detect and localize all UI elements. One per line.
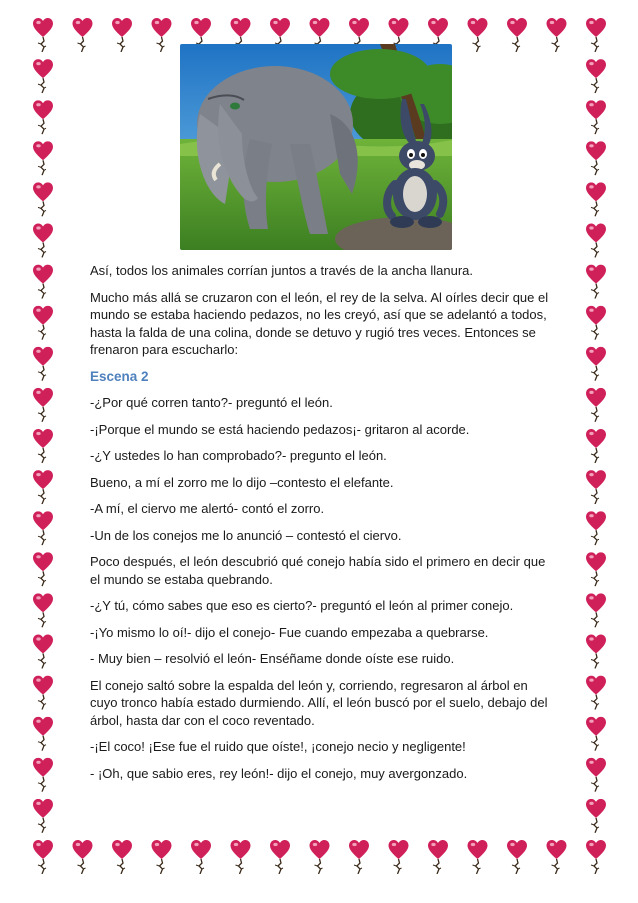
heart-balloon-icon — [112, 18, 132, 52]
heart-balloon-icon — [468, 840, 488, 874]
heart-balloon-icon — [152, 840, 172, 874]
heart-balloon-icon — [586, 635, 606, 669]
heart-balloon-icon — [586, 676, 606, 710]
heart-balloon-icon — [547, 18, 567, 52]
heart-balloon-icon — [586, 593, 606, 627]
heart-balloon-icon — [33, 141, 53, 175]
heart-balloon-icon — [586, 388, 606, 422]
heart-balloon-icon — [33, 717, 53, 751]
heart-balloon-icon — [586, 141, 606, 175]
heart-balloon-icon — [33, 676, 53, 710]
heart-balloon-icon — [310, 840, 330, 874]
story-paragraph: -A mí, el ciervo me alertó- contó el zorro. — [90, 501, 325, 516]
story-paragraph: Poco después, el león descubrió qué conejo había sido el primero en decir que el mundo se estaba quebrando. — [90, 554, 546, 587]
heart-balloon-icon — [586, 100, 606, 134]
heart-balloon-icon — [586, 182, 606, 216]
heart-balloon-icon — [33, 470, 53, 504]
story-paragraph: -¿Por qué corren tanto?- preguntó el león. — [90, 395, 333, 410]
story-paragraph: Bueno, a mí el zorro me lo dijo –contesto el elefante. — [90, 474, 394, 490]
elephant-and-rabbit-icon — [180, 44, 452, 250]
heart-balloon-icon — [586, 347, 606, 381]
heart-balloon-icon — [73, 18, 93, 52]
heart-balloon-icon — [586, 59, 606, 93]
heart-balloon-icon — [428, 840, 448, 874]
heart-balloon-icon — [33, 265, 53, 299]
heart-balloon-icon — [191, 840, 211, 874]
heart-balloon-icon — [586, 511, 606, 545]
heart-balloon-icon — [586, 224, 606, 258]
story-paragraph: - Muy bien – resolvió el león- Enséñame donde oíste ese ruido. — [90, 651, 455, 666]
story-paragraph: -¡Yo mismo lo oí!- dijo el conejo- Fue cuando empezaba a quebrarse. — [90, 624, 489, 640]
heart-balloon-icon — [33, 593, 53, 627]
heart-balloon-icon — [586, 470, 606, 504]
heart-balloon-icon — [33, 100, 53, 134]
story-paragraph: -¿Y tú, cómo sabes que eso es cierto?- preguntó el león al primer conejo. — [90, 598, 514, 613]
heart-balloon-icon — [33, 840, 53, 874]
story-paragraphs-before — [90, 262, 552, 359]
heart-balloon-icon — [349, 840, 369, 874]
heart-balloon-icon — [33, 429, 53, 463]
heart-balloon-icon — [33, 388, 53, 422]
story-paragraph: Mucho más allá se cruzaron con el león, el rey de la selva. Al oírles decir que el mundo se estaba haciendo pedazos, no les creyó, así que se adelantó a todos, hasta la falda de una colina, donde se detuvo y rugió tres veces. Entonces se frenaron para escucharlo: — [90, 289, 549, 357]
heart-balloon-icon — [33, 552, 53, 586]
heart-balloon-icon — [586, 552, 606, 586]
heart-balloon-icon — [112, 840, 132, 874]
heart-balloon-icon — [389, 840, 409, 874]
story-paragraph: -Un de los conejos me lo anunció – contestó el ciervo. — [90, 527, 402, 543]
heart-balloon-icon — [73, 840, 93, 874]
heart-balloon-icon — [547, 840, 567, 874]
story-text — [90, 262, 552, 791]
heart-balloon-icon — [33, 511, 53, 545]
heart-balloon-icon — [586, 799, 606, 833]
heart-balloon-icon — [586, 306, 606, 340]
heart-balloon-icon — [33, 799, 53, 833]
heart-balloon-icon — [33, 306, 53, 340]
heart-balloon-icon — [33, 635, 53, 669]
heart-balloon-icon — [586, 18, 606, 52]
story-paragraph: - ¡Oh, que sabio eres, rey león!- dijo el conejo, muy avergonzado. — [90, 765, 468, 781]
heart-balloon-icon — [33, 18, 53, 52]
heart-balloon-icon — [586, 429, 606, 463]
heart-balloon-icon — [507, 18, 527, 52]
heart-balloon-icon — [586, 717, 606, 751]
heart-balloon-icon — [586, 265, 606, 299]
heart-balloon-icon — [507, 840, 527, 874]
heart-balloon-icon — [586, 758, 606, 792]
heart-balloon-icon — [33, 758, 53, 792]
story-paragraph: El conejo saltó sobre la espalda del león y, corriendo, regresaron al árbol en cuyo tronco había estado durmiendo. Allí, el león buscó por el suelo, debajo del árbol, hasta dar con el coco reventado. — [90, 677, 548, 728]
scene-heading: Escena 2 — [90, 368, 149, 384]
heart-balloon-icon — [152, 18, 172, 52]
heart-balloon-icon — [231, 840, 251, 874]
story-paragraph: -¡Porque el mundo se está haciendo pedazos¡- gritaron al acorde. — [90, 421, 470, 437]
heart-balloon-icon — [468, 18, 488, 52]
elephant-rabbit-illustration — [180, 44, 452, 250]
heart-balloon-icon — [33, 224, 53, 258]
story-paragraph: -¿Y ustedes lo han comprobado?- pregunto el león. — [90, 448, 387, 463]
heart-balloon-icon — [270, 840, 290, 874]
heart-balloon-icon — [586, 840, 606, 874]
heart-balloon-icon — [33, 59, 53, 93]
story-paragraphs-after — [90, 394, 552, 782]
story-paragraph: -¡El coco! ¡Ese fue el ruido que oíste!, ¡conejo necio y negligente! — [90, 739, 466, 754]
story-paragraph: Así, todos los animales corrían juntos a través de la ancha llanura. — [90, 263, 473, 278]
heart-balloon-icon — [33, 182, 53, 216]
heart-balloon-icon — [33, 347, 53, 381]
